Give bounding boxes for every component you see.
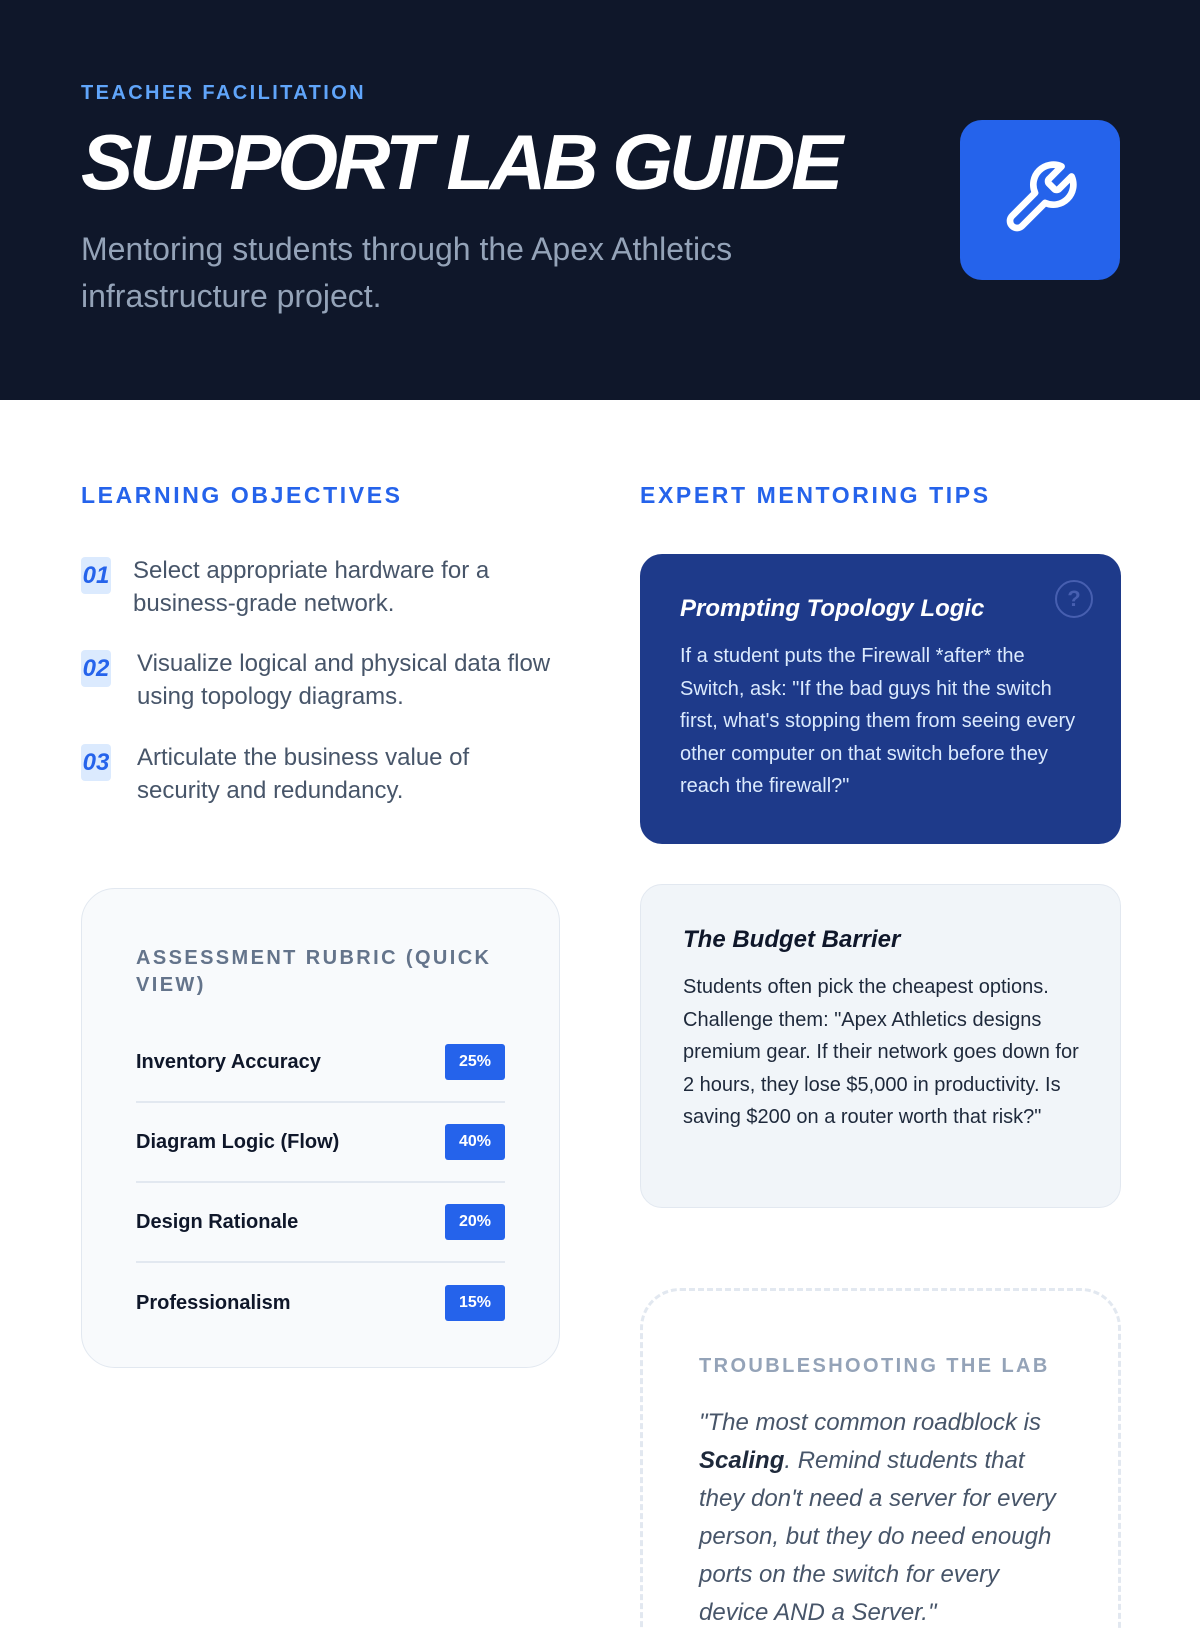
tip-body: If a student puts the Firewall *after* the Switch, ask: "If the bad guys hit the switch first, what's stopping them from seeing every other computer on that switch before they reach the firewall?": [680, 645, 1076, 797]
objective-item: [81, 741, 551, 807]
quote-emphasis: Scaling: [699, 1447, 785, 1474]
rubric-row: [136, 1023, 505, 1103]
objective-number: 01: [81, 557, 111, 594]
rubric-label: Design Rationale: [136, 1210, 299, 1233]
hero-header: [0, 0, 1200, 400]
tip-body: Students often pick the cheapest options. Challenge them: "Apex Athletics designs premium gear. If their network goes down for 2 hours, they lose $5,000 in productivity. Is saving $200 on a router worth that risk?": [683, 976, 1079, 1128]
rubric-weight-badge: 40%: [445, 1124, 505, 1160]
objectives-heading: LEARNING OBJECTIVES: [81, 482, 403, 508]
tips-heading: EXPERT MENTORING TIPS: [640, 482, 991, 508]
hero-subtitle: Mentoring students through the Apex Athletics infrastructure project.: [81, 231, 733, 314]
troubleshooting-card: [640, 1288, 1121, 1628]
troubleshooting-quote: [699, 1404, 1068, 1632]
rubric-list: [136, 1023, 505, 1343]
troubleshooting-title: TROUBLESHOOTING THE LAB: [699, 1355, 1050, 1377]
wrench-icon: [1000, 158, 1080, 243]
tip-card-topology: [640, 554, 1121, 844]
tip-card-budget: [640, 884, 1121, 1208]
objective-number: 03: [81, 744, 111, 781]
rubric-row: [136, 1263, 505, 1343]
help-circle-icon: ?: [1055, 580, 1093, 618]
rubric-label: Professionalism: [136, 1291, 291, 1314]
quote-prefix: "The most common roadblock is: [699, 1409, 1041, 1436]
objective-text: Select appropriate hardware for a business-grade network.: [133, 557, 490, 617]
tip-title: Prompting Topology Logic: [680, 595, 985, 622]
page-title: SUPPORT LAB GUIDE: [81, 118, 840, 206]
assessment-rubric-card: [81, 888, 560, 1368]
rubric-label: Diagram Logic (Flow): [136, 1130, 340, 1153]
tip-title: The Budget Barrier: [683, 926, 901, 953]
rubric-weight-badge: 15%: [445, 1285, 505, 1321]
rubric-row: [136, 1183, 505, 1263]
rubric-row: [136, 1103, 505, 1183]
hero-badge: [960, 120, 1120, 280]
objective-text: Visualize logical and physical data flow using topology diagrams.: [137, 650, 551, 710]
rubric-weight-badge: 20%: [445, 1204, 505, 1240]
quote-suffix: . Remind students that they don't need a server for every person, but they do need enough ports on the switch for every device AND a Server.": [699, 1447, 1056, 1626]
objective-item: [81, 647, 551, 713]
rubric-weight-badge: 25%: [445, 1044, 505, 1080]
rubric-title: ASSESSMENT RUBRIC (QUICK VIEW): [136, 947, 492, 996]
objective-text: Articulate the business value of security and redundancy.: [137, 744, 470, 804]
rubric-label: Inventory Accuracy: [136, 1050, 321, 1073]
objective-number: 02: [81, 650, 111, 687]
hero-eyebrow: TEACHER FACILITATION: [81, 82, 367, 104]
objective-item: [81, 554, 551, 620]
